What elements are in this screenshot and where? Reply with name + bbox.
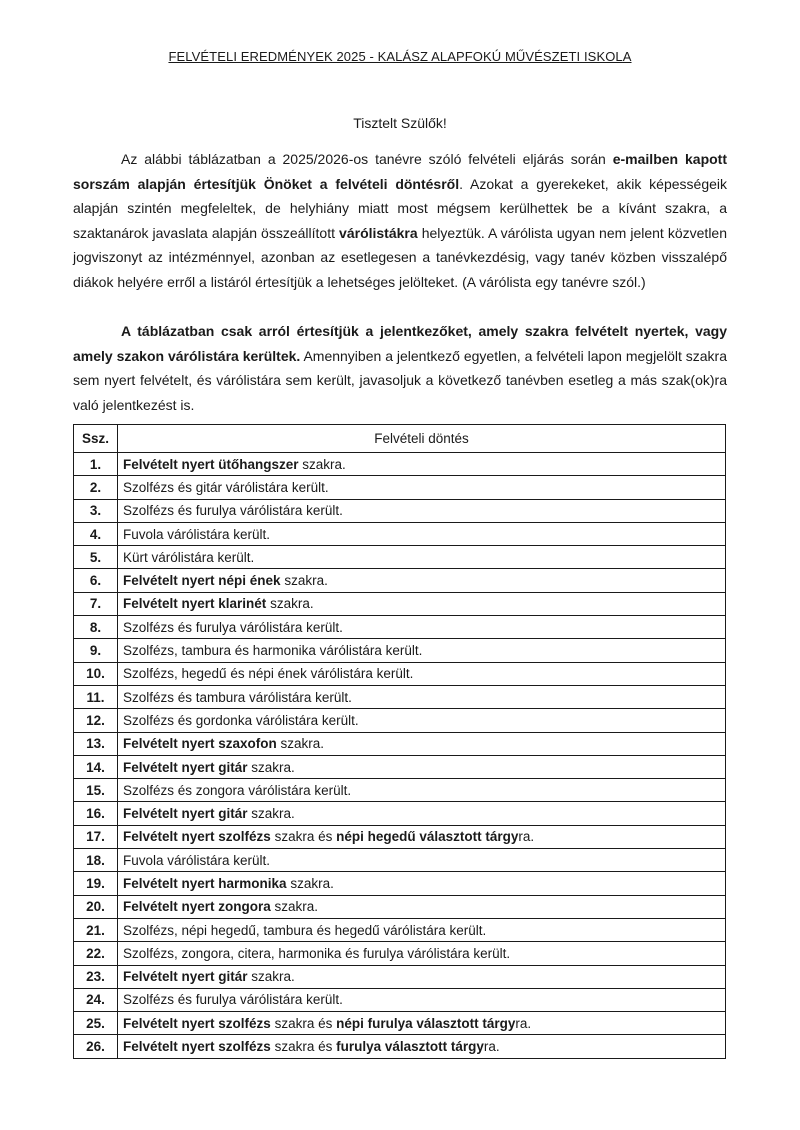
text: Fuvola várólistára került. xyxy=(123,852,271,868)
bold-text: Felvételt nyert klarinét xyxy=(123,596,267,612)
bold-text: Felvételt nyert zongora xyxy=(123,899,271,915)
row-decision xyxy=(118,546,726,569)
header-number: Ssz. xyxy=(74,425,118,453)
row-number: 15. xyxy=(74,779,118,802)
row-number: 17. xyxy=(74,825,118,848)
table-row xyxy=(74,476,726,499)
table-row xyxy=(74,522,726,545)
text: . Azokat a gyerekeket, akik képességeik alapján szintén megfeleltek, de helyhiány miatt most mégsem kerülhettek be a kívánt szakra, a szaktanárok javaslata alapján összeállított xyxy=(73,175,727,241)
row-decision xyxy=(118,709,726,732)
bold-text: Felvételt nyert ütőhangszer xyxy=(123,456,299,472)
table-row xyxy=(74,1012,726,1035)
table-row xyxy=(74,569,726,592)
row-number: 20. xyxy=(74,895,118,918)
row-decision xyxy=(118,849,726,872)
row-decision xyxy=(118,965,726,988)
row-number: 19. xyxy=(74,872,118,895)
text: szakra. xyxy=(280,573,328,589)
row-number: 24. xyxy=(74,988,118,1011)
row-number: 16. xyxy=(74,802,118,825)
table-row xyxy=(74,685,726,708)
row-decision xyxy=(118,662,726,685)
header-decision: Felvételi döntés xyxy=(118,425,726,453)
text: szakra. xyxy=(286,875,334,891)
bold-text: Felvételt nyert gitár xyxy=(123,806,248,822)
text: szakra és xyxy=(270,1039,337,1055)
text: szakra és xyxy=(270,829,337,845)
text: Amennyiben a jelentkező egyetlen, a felvételi lapon megjelölt szakra sem nyert felvételt, és várólistára sem került, javasoljuk a következő tanévben esetleg a más szak(ok)ra való jelentkezést is. xyxy=(73,347,728,413)
row-number: 23. xyxy=(74,965,118,988)
table-row xyxy=(74,849,726,872)
row-decision xyxy=(118,802,726,825)
text: helyeztük. A várólista ugyan nem jelent közvetlen jogviszonyt az intézménnyel, azonban az esetlegesen a tanévkezdésig, vagy tanév közben visszalépő diákok helyére erről a listáról értesítjük a lehetséges jelölteket. (A várólista egy tanévre szól.) xyxy=(73,224,727,290)
row-number: 3. xyxy=(74,499,118,522)
row-decision xyxy=(118,732,726,755)
row-number: 2. xyxy=(74,476,118,499)
row-decision xyxy=(118,522,726,545)
row-number: 25. xyxy=(74,1012,118,1035)
table-row xyxy=(74,546,726,569)
row-decision xyxy=(118,685,726,708)
row-number: 1. xyxy=(74,453,118,476)
table-row xyxy=(74,732,726,755)
row-number: 5. xyxy=(74,546,118,569)
text: Szolfézs és gordonka várólistára került. xyxy=(123,712,359,728)
text: szakra. xyxy=(276,736,325,752)
row-decision xyxy=(118,918,726,941)
table-row xyxy=(74,965,726,988)
table-row xyxy=(74,662,726,685)
row-number: 21. xyxy=(74,918,118,941)
row-number: 10. xyxy=(74,662,118,685)
bold-text: Felvételt nyert szolfézs xyxy=(123,1015,271,1031)
text: Kürt várólistára került. xyxy=(123,549,255,565)
text: szakra. xyxy=(247,806,295,822)
table-row xyxy=(74,872,726,895)
text: Fuvola várólistára került. xyxy=(123,526,271,542)
table-row xyxy=(74,755,726,778)
bold-text: népi furulya választott tárgy xyxy=(336,1015,516,1031)
row-number: 22. xyxy=(74,942,118,965)
table-row xyxy=(74,616,726,639)
row-decision xyxy=(118,569,726,592)
bold-text: e-mailben kapott sorszám alapján értesítjük Önöket a felvételi döntésről xyxy=(73,151,727,192)
text: Szolfézs és furulya várólistára került. xyxy=(123,503,343,519)
row-decision xyxy=(118,988,726,1011)
row-number: 8. xyxy=(74,616,118,639)
row-decision xyxy=(118,499,726,522)
table-row xyxy=(74,802,726,825)
text: Az alábbi táblázatban a 2025/2026-os tanévre szóló felvételi eljárás során xyxy=(121,151,613,167)
table-row xyxy=(74,639,726,662)
row-number: 4. xyxy=(74,522,118,545)
bold-text: furulya választott tárgy xyxy=(336,1039,484,1055)
row-decision xyxy=(118,592,726,615)
bold-text: A táblázatban csak arról értesítjük a jelentkezőket, amely szakra felvételt nyertek, vagy amely szakon várólistára kerültek. xyxy=(73,323,727,364)
table-row xyxy=(74,825,726,848)
row-number: 13. xyxy=(74,732,118,755)
text: Szolfézs, népi hegedű, tambura és hegedű várólistára került. xyxy=(123,922,487,938)
text: szakra. xyxy=(266,596,314,612)
text: szakra. xyxy=(247,759,295,775)
row-decision xyxy=(118,895,726,918)
row-decision xyxy=(118,476,726,499)
row-decision xyxy=(118,872,726,895)
table-row xyxy=(74,779,726,802)
row-number: 18. xyxy=(74,849,118,872)
bold-text: Felvételt nyert szolfézs xyxy=(123,1039,271,1055)
text: Szolfézs, zongora, citera, harmonika és furulya várólistára került. xyxy=(123,945,511,961)
table-row xyxy=(74,942,726,965)
row-number: 12. xyxy=(74,709,118,732)
table-row xyxy=(74,895,726,918)
row-number: 26. xyxy=(74,1035,118,1058)
row-decision xyxy=(118,453,726,476)
row-decision xyxy=(118,942,726,965)
text: Szolfézs és zongora várólistára került. xyxy=(123,782,352,798)
table-row xyxy=(74,592,726,615)
text: Szolfézs és gitár várólistára került. xyxy=(123,479,329,495)
row-decision xyxy=(118,755,726,778)
text: Szolfézs és furulya várólistára került. xyxy=(123,619,343,635)
row-decision xyxy=(118,616,726,639)
bold-text: Felvételt nyert szaxofon xyxy=(123,736,277,752)
row-decision xyxy=(118,1012,726,1035)
text: Szolfézs és tambura várólistára került. xyxy=(123,689,352,705)
table-row xyxy=(74,1035,726,1058)
bold-text: Felvételt nyert harmonika xyxy=(123,875,287,891)
row-number: 11. xyxy=(74,685,118,708)
text: szakra. xyxy=(298,456,346,472)
bold-text: várólistákra xyxy=(339,224,418,241)
row-decision xyxy=(118,1035,726,1058)
bold-text: Felvételt nyert gitár xyxy=(123,969,248,985)
document-title: FELVÉTELI EREDMÉNYEK 2025 - KALÁSZ ALAPFOKÚ MŰVÉSZETI ISKOLA xyxy=(168,49,632,64)
bold-text: Felvételt nyert szolfézs xyxy=(123,829,271,845)
intro-paragraph xyxy=(73,147,727,295)
table-row xyxy=(74,499,726,522)
text: szakra. xyxy=(270,899,319,915)
table-row xyxy=(74,988,726,1011)
notice-paragraph xyxy=(73,319,727,417)
bold-text: Felvételt nyert népi ének xyxy=(123,573,281,589)
bold-text: népi hegedű választott tárgy xyxy=(336,829,519,845)
text: szakra. xyxy=(247,969,295,985)
text: ra. xyxy=(515,1015,532,1031)
results-table xyxy=(73,424,726,1059)
row-number: 14. xyxy=(74,755,118,778)
text: Szolfézs, hegedű és népi ének várólistára került. xyxy=(123,666,414,682)
greeting: Tisztelt Szülők! xyxy=(353,115,447,131)
table-row xyxy=(74,453,726,476)
row-decision xyxy=(118,825,726,848)
row-number: 6. xyxy=(74,569,118,592)
text: Szolfézs és furulya várólistára került. xyxy=(123,992,343,1008)
table-header-row xyxy=(74,425,726,453)
row-decision xyxy=(118,639,726,662)
row-number: 9. xyxy=(74,639,118,662)
bold-text: Felvételt nyert gitár xyxy=(123,759,248,775)
text: szakra és xyxy=(270,1015,337,1031)
text: ra. xyxy=(483,1039,500,1055)
row-decision xyxy=(118,779,726,802)
table-row xyxy=(74,709,726,732)
text: Szolfézs, tambura és harmonika várólistára került. xyxy=(123,643,423,659)
table-row xyxy=(74,918,726,941)
row-number: 7. xyxy=(74,592,118,615)
text: ra. xyxy=(518,829,535,845)
